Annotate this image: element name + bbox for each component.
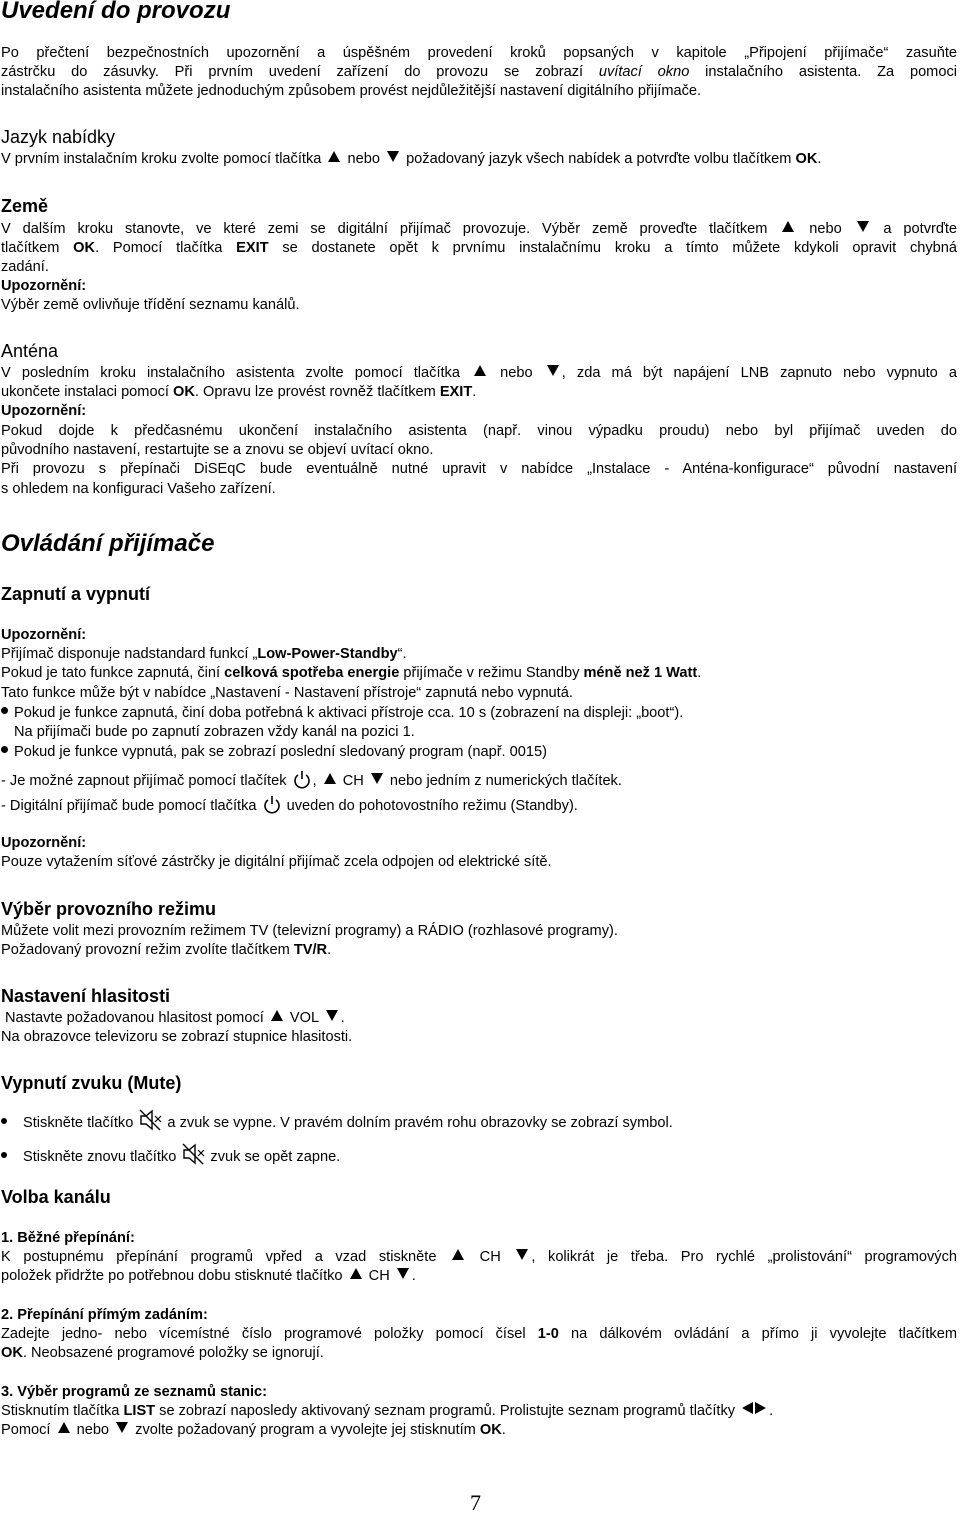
arrow-down-icon [516,1249,528,1260]
intro-line-1: Po přečtení bezpečnostních upozornění a úspěšném provedení kroků popsaných v kapitole „Připojení přijímače“ zasuňte [1,45,957,61]
zap-bullet-1: Pokud je funkce zapnutá, činí doba potřebná k aktivaci přístroje cca. 10 s (zobrazení na displeji: „boot“). [1,704,683,723]
vyber-line-1: Můžete volit mezi provozním režimem TV (televizní programy) a RÁDIO (rozhlasové programy). [1,923,618,939]
arrow-up-icon [328,151,340,162]
heading-vyber: Výběr provozního režimu [1,899,217,919]
antena-line-1: V posledním kroku instalačního asistenta zvolte pomocí tlačítka nebo , zda má být napájení LNB zapnuto nebo vypnuto a [1,365,957,381]
zeme-line-4: Výběr země ovlivňuje třídění seznamu kanálů. [1,297,300,313]
power-icon [291,769,313,791]
arrow-down-icon [371,773,383,784]
bullet-icon [1,746,8,753]
volba-2-line-1: Zadejte jedno- nebo vícemístné číslo programové položky pomocí čísel 1-0 na dálkovém ovládání a přímo ji vyvolejte tlačítkem [1,1326,957,1342]
bullet-icon [1,707,8,714]
zap-line-power-on: - Je možné zapnout přijímač pomocí tlačítek , CH nebo jedním z numerických tlačítek. [1,769,622,791]
antena-line-5: Při provozu s přepínači DiSEqC bude eventuálně nutné upravit v nabídce „Instalace - Anténa-konfigurace“ původní nastavení [1,461,957,477]
arrow-up-icon [782,221,794,232]
hlasitost-line-2: Na obrazovce televizoru se zobrazí stupnice hlasitosti. [1,1029,353,1045]
arrow-down-icon [387,151,399,162]
antena-line-3: Pokud dojde k předčasnému ukončení instalačního asistenta (např. vinou výpadku proudu) nebo byl přijímač uveden do [1,423,957,439]
heading-antena: Anténa [1,341,59,361]
bullet-icon [1,1118,7,1124]
heading-zapnuti: Zapnutí a vypnutí [1,584,151,604]
antena-upozorneni: Upozornění: [1,403,87,419]
hlasitost-line-1: Nastavte požadovanou hlasitost pomocí VOL . [5,1010,345,1026]
zap-line-power-off: - Digitální přijímač bude pomocí tlačítka uveden do pohotovostního režimu (Standby). [1,794,578,816]
heading-volba: Volba kanálu [1,1187,111,1207]
heading-hlasitost: Nastavení hlasitosti [1,986,171,1006]
volba-3-heading: 3. Výběr programů ze seznamů stanic: [1,1384,268,1400]
arrow-up-icon [474,365,486,376]
mute-bullet-2: Stiskněte znovu tlačítko zvuk se opět zapne. [1,1141,340,1167]
zap-upozorneni: Upozornění: [1,627,87,643]
zap-upozorneni-2: Upozornění: [1,835,87,851]
welcome-window-term: uvítací okno [598,64,690,80]
volba-1-heading: 1. Běžné přepínání: [1,1230,135,1246]
arrow-up-icon [271,1010,283,1021]
arrow-down-icon [857,221,869,232]
jazyk-text: V prvním instalačním kroku zvolte pomocí tlačítka nebo požadovaný jazyk všech nabídek a potvrďte volbu tlačítkem OK. [1,151,822,167]
antena-line-6: s ohledem na konfiguraci Vašeho zařízení. [1,481,276,497]
arrow-up-icon [452,1249,464,1260]
zeme-upozorneni: Upozornění: [1,278,87,294]
antena-line-2: ukončete instalaci pomocí OK. Opravu lze provést rovněž tlačítkem EXIT. [1,384,477,400]
arrow-left-icon [742,1402,753,1414]
heading-jazyk: Jazyk nabídky [1,127,116,147]
arrow-down-icon [116,1422,128,1433]
heading-zeme: Země [1,196,49,216]
bullet-icon [1,1152,7,1158]
arrow-right-icon [755,1402,766,1414]
arrow-down-icon [397,1268,409,1279]
mute-icon [137,1107,163,1133]
arrow-down-icon [326,1010,338,1021]
arrow-up-icon [324,773,336,784]
zeme-line-1: V dalším kroku stanovte, ve které zemi se digitální přijímač provozuje. Výběr země proveďte tlačítkem nebo a potvrďte [1,221,958,237]
zap-line-1: Přijímač disponuje nadstandard funkcí „Low-Power-Standby“. [1,646,407,662]
zeme-line-2: tlačítkem OK. Pomocí tlačítka EXIT se dostanete opět k prvnímu instalačnímu kroku a tímto můžete kdykoli opravit chybná [1,240,957,256]
arrow-down-icon [547,365,559,376]
volba-3-line-2: Pomocí nebo zvolte požadovaný program a vyvolejte jej stisknutím OK. [1,1422,506,1438]
volba-2-heading: 2. Přepínání přímým zadáním: [1,1307,208,1323]
vyber-line-2: Požadovaný provozní režim zvolíte tlačítkem TV/R. [1,942,332,958]
mute-icon [180,1141,206,1167]
volba-1-line-1: K postupnému přepínání programů vpřed a vzad stiskněte CH , kolikrát je třeba. Pro rychlé „prolistování“ programových [1,1249,957,1265]
intro-line-2: zástrčku do zásuvky. Při prvním uvedení zařízení do provozu se zobrazí uvítací okno instalačního asistenta. Za pomoci [1,64,957,80]
section-title-ovladani: Ovládání přijímače [1,530,215,557]
arrow-up-icon [350,1268,362,1279]
zap-line-2: Pokud je tato funkce zapnutá, činí celková spotřeba energie přijímače v režimu Standby méně než 1 Watt. [1,665,702,681]
power-icon [261,794,283,816]
volba-3-line-1: Stisknutím tlačítka LIST se zobrazí naposledy aktivovaný seznam programů. Prolistujte seznam programů tlačítky . [1,1403,774,1419]
mute-bullet-1: Stiskněte tlačítko a zvuk se vypne. V pravém dolním pravém rohu obrazovky se zobrazí symbol. [1,1107,673,1133]
zap-bullet-2: Pokud je funkce vypnutá, pak se zobrazí poslední sledovaný program (např. 0015) [1,743,547,762]
zeme-line-3: zadání. [1,259,49,275]
zap-line-9: Pouze vytažením síťové zástrčky je digitální přijímač zcela odpojen od elektrické sítě. [1,854,552,870]
arrow-up-icon [58,1422,70,1433]
antena-line-4: původního nastavení, restartujte se a znovu se objeví uvítací okno. [1,442,434,458]
zap-line-3: Tato funkce může být v nabídce „Nastavení - Nastavení přístroje“ zapnutá nebo vypnutá. [1,685,573,701]
volba-1-line-2: položek přidržte po potřebnou dobu stisknuté tlačítko CH . [1,1268,416,1284]
heading-mute: Vypnutí zvuku (Mute) [1,1073,182,1093]
section-title-uvedeni: Uvedení do provozu [1,0,231,24]
zap-bullet-1-cont: Na přijímači bude po zapnutí zobrazen vždy kanál na pozici 1. [14,724,415,740]
volba-2-line-2: OK. Neobsazené programové položky se ignorují. [1,1345,324,1361]
intro-line-3: instalačního asistenta můžete jednoduchým způsobem provést nejdůležitější nastavení digitálního přijímače. [1,83,702,99]
page-number: 7 [470,1490,481,1515]
